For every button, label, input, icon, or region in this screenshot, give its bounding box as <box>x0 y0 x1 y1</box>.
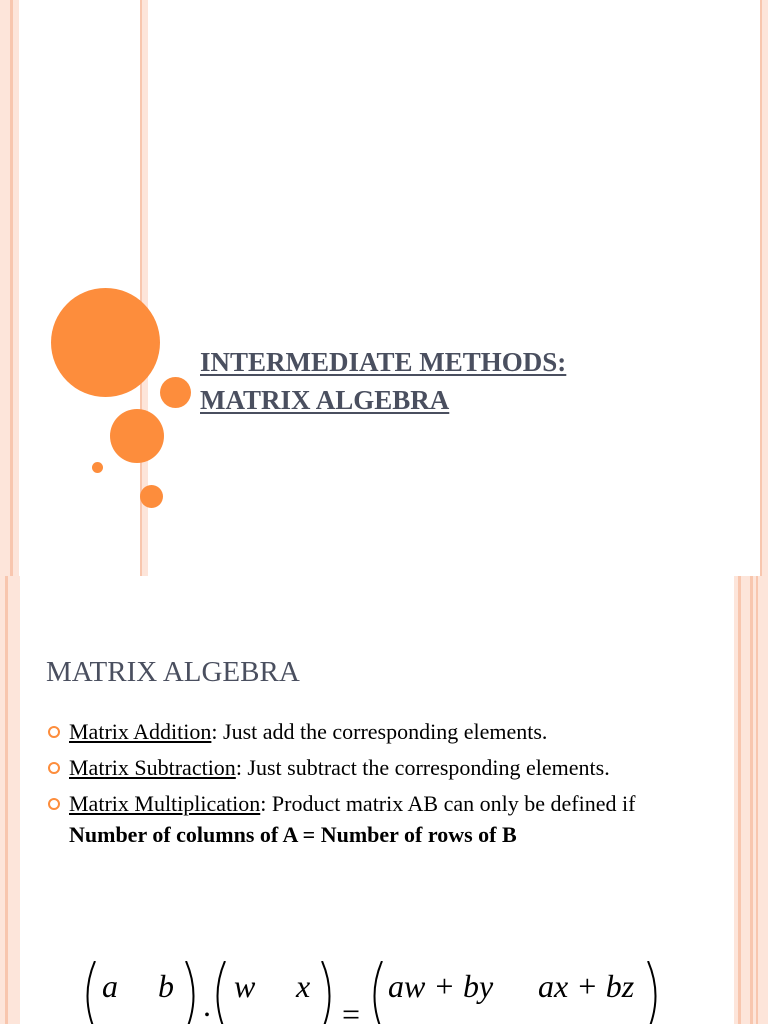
bullet-bold-text: Number of columns of A = Number of rows of B <box>69 822 517 847</box>
bullet-icon <box>48 762 60 774</box>
section-title: MATRIX ALGEBRA <box>46 656 300 688</box>
result-entry-r1c2: ax + bz <box>538 968 635 1004</box>
bullet-text: : Just subtract the corresponding elements. <box>235 755 610 780</box>
slide-title-line-2: MATRIX ALGEBRA <box>200 385 450 415</box>
content-slide <box>0 576 768 1024</box>
right-stripe-band <box>758 576 768 1024</box>
bullet-list <box>46 716 656 855</box>
paren-right-icon <box>322 961 330 1024</box>
paren-left-icon <box>375 961 383 1024</box>
bullet-icon <box>48 726 60 738</box>
slide-title-line-1: INTERMEDIATE METHODS: <box>200 347 567 377</box>
paren-left-icon <box>218 961 226 1024</box>
left-stripe-band <box>13 0 19 576</box>
matrix-entry-b: b <box>158 968 174 1004</box>
small-circle-decoration <box>140 485 163 508</box>
matrix-entry-x: x <box>296 968 311 1004</box>
right-stripe-band <box>741 576 750 1024</box>
right-stripe-band <box>762 0 768 576</box>
matrix-entry-a: a <box>102 968 118 1004</box>
matrix-equation <box>0 961 768 1024</box>
matrix-entry-w: w <box>234 968 256 1004</box>
bullet-icon <box>48 798 60 810</box>
small-circle-decoration <box>160 377 191 408</box>
bullet-item-multiplication <box>46 788 656 850</box>
bullet-term: Matrix Addition <box>69 719 212 744</box>
large-circle-decoration <box>51 288 160 397</box>
bullet-item-addition <box>46 716 656 747</box>
result-entry-r1c1: aw + by <box>388 968 494 1004</box>
bullet-text: : Just add the corresponding elements. <box>211 719 548 744</box>
tiny-circle-decoration <box>92 462 103 473</box>
bullet-text: : Product matrix AB can only be defined if <box>260 791 636 816</box>
equals-sign: = <box>342 996 361 1024</box>
bullet-item-subtraction <box>46 752 656 783</box>
bullet-term: Matrix Multiplication <box>69 791 261 816</box>
slide-title <box>200 343 566 419</box>
medium-circle-decoration <box>110 409 164 463</box>
left-stripe-band <box>0 0 10 576</box>
paren-right-icon <box>648 961 656 1024</box>
dot-operator: . <box>203 987 211 1023</box>
left-stripe-band <box>8 576 20 1024</box>
paren-left-icon <box>88 961 96 1024</box>
bullet-term: Matrix Subtraction <box>69 755 236 780</box>
paren-right-icon <box>186 961 194 1024</box>
